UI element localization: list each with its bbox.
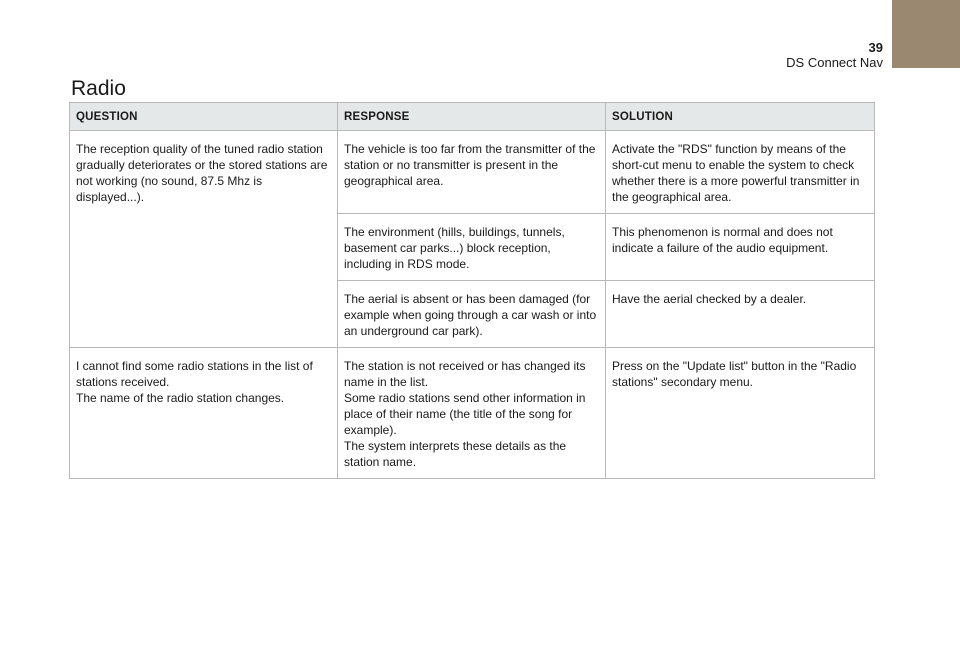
response-text: The environment (hills, buildings, tunnels, basement car parks...) block reception, including in RDS mode. <box>344 225 565 271</box>
column-header-response: RESPONSE <box>338 103 606 131</box>
column-header-solution: SOLUTION <box>606 103 875 131</box>
column-header-question: QUESTION <box>70 103 338 131</box>
response-cell <box>338 131 606 214</box>
troubleshooting-table <box>69 102 875 479</box>
page-number: 39 <box>868 40 883 55</box>
response-cell <box>338 214 606 281</box>
solution-text: Activate the "RDS" function by means of the short-cut menu to enable the system to check whether there is a more powerful transmitter in the geographical area. <box>612 142 860 204</box>
response-cell <box>338 348 606 479</box>
question-cell <box>70 131 338 348</box>
question-cell <box>70 348 338 479</box>
response-text: The station is not received or has changed its name in the list. Some radio stations send other information in place of their name (the title of the song for example). The system interprets these details as the station name. <box>344 359 586 469</box>
solution-cell <box>606 131 875 214</box>
solution-cell <box>606 348 875 479</box>
chapter-tab <box>892 0 960 68</box>
question-text: I cannot find some radio stations in the list of stations received. The name of the radio station changes. <box>76 359 313 405</box>
solution-cell <box>606 214 875 281</box>
response-text: The aerial is absent or has been damaged (for example when going through a car wash or into an underground car park). <box>344 292 597 338</box>
response-text: The vehicle is too far from the transmitter of the station or no transmitter is present in the geographical area. <box>344 142 596 188</box>
solution-text: Press on the "Update list" button in the "Radio stations" secondary menu. <box>612 359 857 389</box>
solution-cell <box>606 281 875 348</box>
section-name: DS Connect Nav <box>786 55 883 70</box>
solution-text: Have the aerial checked by a dealer. <box>612 292 807 306</box>
question-text: The reception quality of the tuned radio station gradually deteriorates or the stored stations are not working (no sound, 87.5 Mhz is displayed...). <box>76 142 328 204</box>
page-title: Radio <box>71 77 126 100</box>
table-row <box>70 131 875 214</box>
solution-text: This phenomenon is normal and does not indicate a failure of the audio equipment. <box>612 225 833 255</box>
table-row <box>70 348 875 479</box>
response-cell <box>338 281 606 348</box>
table-header-row <box>70 103 875 131</box>
